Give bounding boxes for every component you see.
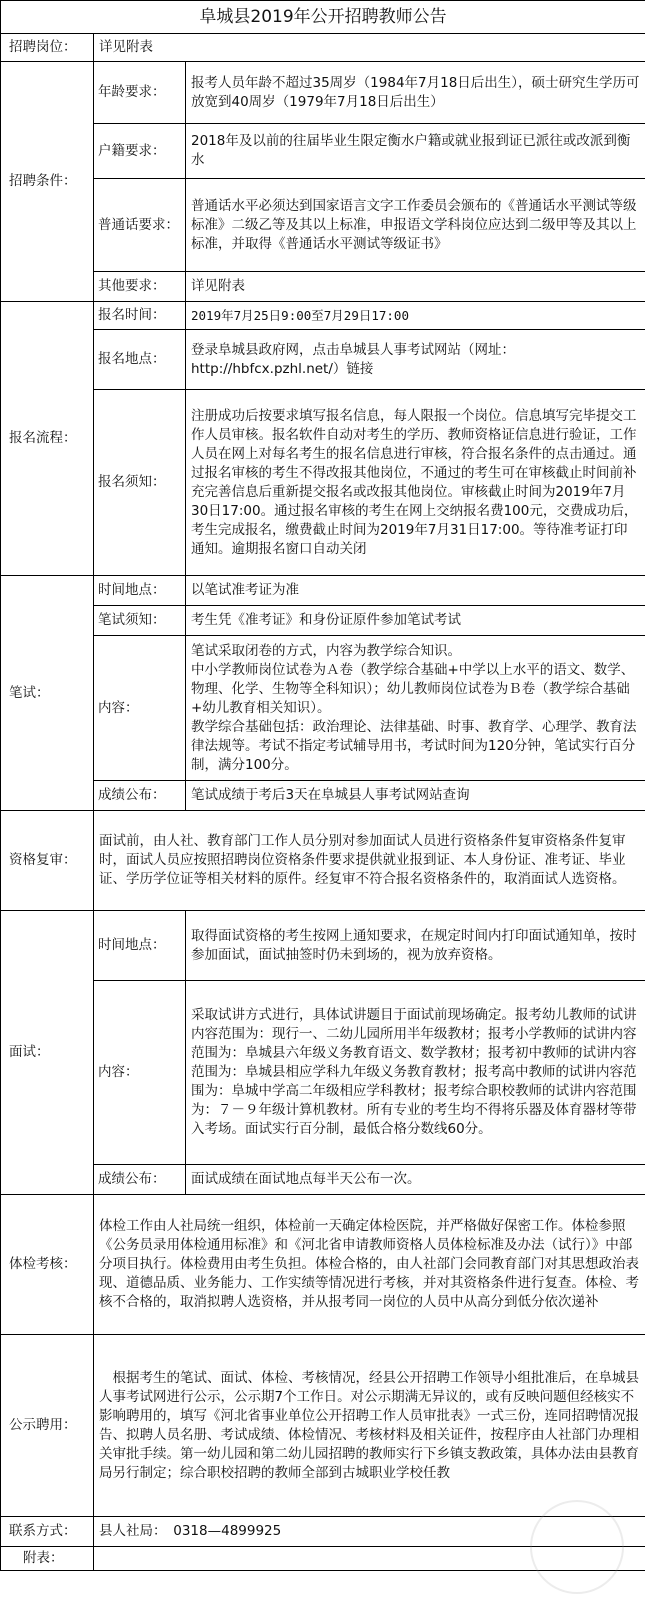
registration-label: 报名流程：: [1, 302, 94, 576]
hukou-value: 2018年及以前的往届毕业生限定衡水户籍或就业报到证已派往或改派到衡水: [186, 124, 645, 179]
written-label: 笔试：: [1, 576, 94, 811]
reg-notice-row: [1, 390, 645, 576]
reg-notice-label: 报名须知：: [94, 390, 186, 576]
hukou-label: 户籍要求：: [94, 124, 186, 179]
written-notice-label: 笔试须知：: [94, 606, 186, 636]
written-content-row: [1, 636, 645, 781]
physical-value: 体检工作由人社局统一组织，体检前一天确定体检医院，并严格做好保密工作。体检参照《公务员录用体检通用标准》和《河北省申请教师资格人员体检标准及办法（试行）》中部分项目执行。体检费用由考生负担。体检合格的，由人社部门会同教育部门对其思想政治表现、道德品质、业务能力、工作实绩等情况进行考核，并对其资格条件进行复查。体检、考核不合格的，取消拟聘人选资格，并从报考同一岗位的人员中从高分到低分依次递补: [94, 1195, 645, 1335]
written-results-label: 成绩公布：: [94, 781, 186, 811]
reg-time-value: 2019年7月25日9:00至7月29日17:00: [186, 302, 645, 330]
interview-time-label: 时间地点：: [94, 911, 186, 981]
written-content-value: 笔试采取闭卷的方式，内容为教学综合知识。 中小学教师岗位试卷为Ａ卷（教学综合基础+中学以上水平的语文、数学、物理、化学、生物等全科知识）；幼儿教师岗位试卷为Ｂ卷（教学综合基础+幼儿教育相关知识）。 教学综合基础包括：政治理论、法律基础、时事、教育学、心理学、教育法律法规等。考试不指定考试辅导用书，考试时间为120分钟，笔试实行百分制，满分100分。: [186, 636, 645, 781]
interview-content-label: 内容：: [94, 981, 186, 1165]
attachment-value: [94, 1547, 645, 1571]
conditions-label: 招聘条件：: [1, 62, 94, 302]
post-value: 详见附表: [94, 34, 645, 62]
reg-time-label: 报名时间：: [94, 302, 186, 330]
contact-value: 县人社局： 0318—4899925: [94, 1517, 645, 1547]
age-label: 年龄要求：: [94, 62, 186, 124]
interview-results-label: 成绩公布：: [94, 1165, 186, 1195]
qualification-label: 资格复审：: [1, 811, 94, 911]
written-notice-row: [1, 606, 645, 636]
written-time-value: 以笔试准考证为准: [186, 576, 645, 606]
age-row: [1, 62, 645, 124]
reg-place-row: [1, 330, 645, 390]
written-results-value: 笔试成绩于考后3天在阜城县人事考试网站查询: [186, 781, 645, 811]
other-value: 详见附表: [186, 272, 645, 302]
announcement-label: 公示聘用：: [1, 1335, 94, 1517]
mandarin-value: 普通话水平必须达到国家语言文字工作委员会颁布的《普通话水平测试等级标准》二级乙等及其以上标准，申报语文学科岗位应达到二级甲等及其以上标准，并取得《普通话水平测试等级证书》: [186, 179, 645, 272]
title-row: [1, 1, 645, 34]
interview-label: 面试：: [1, 911, 94, 1195]
other-row: [1, 272, 645, 302]
interview-time-value: 取得面试资格的考生按网上通知要求，在规定时间内打印面试通知单，按时参加面试，面试抽签时仍未到场的，视为放弃资格。: [186, 911, 645, 981]
written-content-label: 内容：: [94, 636, 186, 781]
reg-notice-value: 注册成功后按要求填写报名信息，每人限报一个岗位。信息填写完毕提交工作人员审核。报名软件自动对考生的学历、教师资格证信息进行验证，工作人员在网上对每名考生的报名信息进行审核，符合报名条件的点击通过。通过报名审核的考生不得改报其他岗位，不通过的考生可在审核截止时间前补充完善信息后重新提交报名或改报其他岗位。审核截止时间为2019年7月30日17:00。通过报名审核的考生在网上交纳报名费100元，交费成功后，考生完成报名，缴费截止时间为2019年7月31日17:00。等待准考证打印通知。逾期报名窗口自动关闭: [186, 390, 645, 576]
physical-row: [1, 1195, 645, 1335]
written-notice-value: 考生凭《准考证》和身份证原件参加笔试考试: [186, 606, 645, 636]
contact-label: 联系方式：: [1, 1517, 94, 1547]
mandarin-label: 普通话要求：: [94, 179, 186, 272]
reg-place-label: 报名地点：: [94, 330, 186, 390]
qualification-value: 面试前，由人社、教育部门工作人员分别对参加面试人员进行资格条件复审资格条件复审时，面试人员应按照招聘岗位资格条件要求提供就业报到证、本人身份证、准考证、毕业证、学历学位证等相关材料的原件。经复审不符合报名资格条件的，取消面试人选资格。: [94, 811, 645, 911]
interview-results-row: [1, 1165, 645, 1195]
interview-content-value: 采取试讲方式进行，具体试讲题目于面试前现场确定。报考幼儿教师的试讲内容范围为：现行一、二幼儿园所用半年级教材；报考小学教师的试讲内容范围为：阜城县六年级义务教育语文、数学教材；报考初中教师的试讲内容范围为：阜城县相应学科九年级义务教育教材；报考高中教师的试讲内容范围为：阜城中学高二年级相应学科教材；报考综合职校教师的试讲内容范围为：７－９年级计算机教材。所有专业的考生均不得将乐器及体育器材等带入考场。面试实行百分制，最低合格分数线60分。: [186, 981, 645, 1165]
document-title: 阜城县2019年公开招聘教师公告: [1, 1, 645, 34]
written-time-label: 时间地点：: [94, 576, 186, 606]
announcement-row: [1, 1335, 645, 1517]
written-results-row: [1, 781, 645, 811]
reg-place-value: 登录阜城县政府网，点击阜城县人事考试网站（网址：http://hbfcx.pzhl.net/）链接: [186, 330, 645, 390]
qualification-row: [1, 811, 645, 911]
age-value: 报考人员年龄不超过35周岁（1984年7月18日后出生），硕士研究生学历可放宽到40周岁（1979年7月18日后出生）: [186, 62, 645, 124]
attachment-label: 附表：: [1, 1547, 94, 1571]
written-time-row: [1, 576, 645, 606]
contact-row: [1, 1517, 645, 1547]
interview-content-row: [1, 981, 645, 1165]
post-row: [1, 34, 645, 62]
mandarin-row: [1, 179, 645, 272]
attachment-row: [1, 1547, 645, 1571]
announcement-value: 根据考生的笔试、面试、体检、考核情况，经县公开招聘工作领导小组批准后，在阜城县人事考试网进行公示，公示期7个工作日。对公示期满无异议的，或有反映问题但经核实不影响聘用的，填写《河北省事业单位公开招聘工作人员审批表》一式三份，连同招聘情况报告、拟聘人员名册、考试成绩、体检情况、考核材料及相关证件，按程序由人社部门办理相关审批手续。第一幼儿园和第二幼儿园招聘的教师实行下乡镇支教政策，具体办法由县教育局另行制定；综合职校招聘的教师全部到古城职业学校任教: [94, 1335, 645, 1517]
other-label: 其他要求：: [94, 272, 186, 302]
interview-results-value: 面试成绩在面试地点每半天公布一次。: [186, 1165, 645, 1195]
physical-label: 体检考核：: [1, 1195, 94, 1335]
interview-time-row: [1, 911, 645, 981]
reg-time-row: [1, 302, 645, 330]
post-label: 招聘岗位：: [1, 34, 94, 62]
hukou-row: [1, 124, 645, 179]
